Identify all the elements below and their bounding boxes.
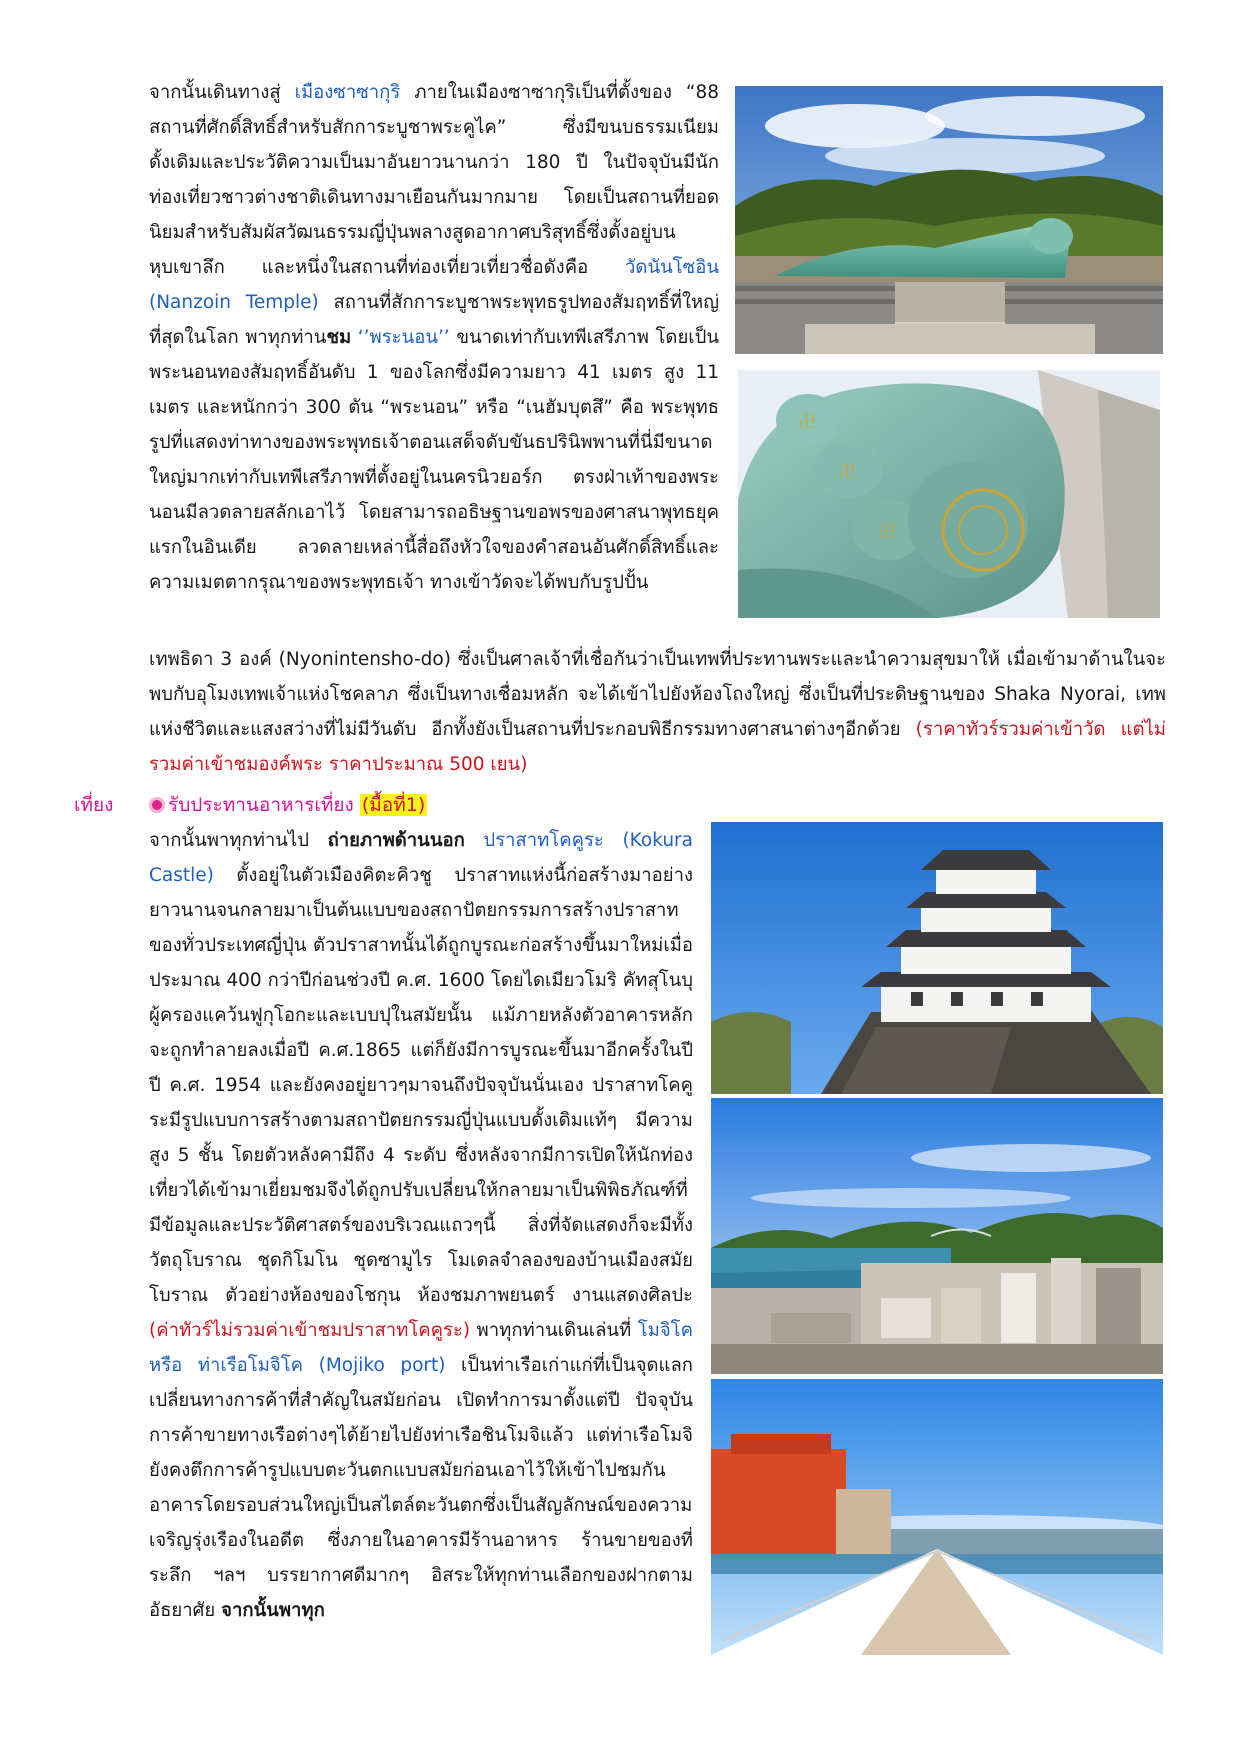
svg-text:卍: 卍	[798, 412, 816, 433]
see-emphasis: ชม	[326, 327, 352, 348]
nanzoin-paragraph	[149, 75, 719, 600]
kokura-castle-name: ปราสาทโคคูระ (Kokura Castle)	[149, 830, 693, 886]
svg-text:卍: 卍	[838, 462, 856, 483]
text-run: ขนาดเท่ากับเทพีเสรีภาพ โดยเป็นพระนอนทองสัมฤทธิ์อันดับ 1 ของโลกซึ่งมีความยาว 41 เมตร สูง 11 เมตร และหนักกว่า 300 ตัน “พระนอน” หรือ “เนฮัมบุตสึ” คือ พระพุทธรูปที่แสดงท่าทางของพระพุทธเจ้าตอนเสด็จดับขันธปรินิพพานที่นี่มีขนาดใหญ่มากเท่ากับเทพีเสรีภาพที่ตั้งอยู่ในนครนิวยอร์ก ตรงฝ่าเท้าของพระนอนมีลวดลายสลักเอาไว้ โดยสามารถอธิษฐานขอพรของศาสนาพุทธยุคแรกในอินเดีย ลวดลายเหล่านี้สื่อถึงหัวใจของคำสอนอันศักดิ์สิทธิ์และความเมตตากรุณาของพระพุทธเจ้า ทางเข้าวัดจะได้พบกับรูปปั้น	[149, 327, 719, 593]
lunch-line	[149, 788, 427, 823]
meal-number-badge: (มื้อที่1)	[361, 794, 426, 816]
mojiko-port-name: โมจิโค หรือ ท่าเรือโมจิโค (Mojiko port)	[149, 1320, 693, 1376]
nanzoin-paragraph-continued	[149, 642, 1166, 782]
photo-emphasis: ถ่ายภาพด้านนอก	[327, 830, 465, 851]
kokura-castle-photo	[711, 822, 1163, 1094]
mojiko-pier-photo	[711, 1379, 1163, 1655]
mojiko-harbor-aerial-photo	[711, 1098, 1163, 1374]
svg-text:卍: 卍	[878, 522, 896, 543]
continue-emphasis: จากนั้นพาทุก	[221, 1600, 325, 1621]
reclining-buddha-name: ‘’พระนอน’’	[351, 327, 450, 348]
nanzoin-temple-name: วัดนันโซอิน (Nanzoin Temple)	[149, 257, 719, 313]
buddha-feet-photo	[738, 370, 1160, 618]
castle-price-note: (ค่าทัวร์ไม่รวมค่าเข้าชมปราสาทโคคูระ)	[149, 1320, 471, 1341]
text-run: พาทุกท่านเดินเล่นที่	[470, 1320, 638, 1341]
reclining-buddha-photo	[735, 86, 1163, 354]
temple-price-note: (ราคาทัวร์รวมค่าเข้าวัด แต่ไม่รวมค่าเข้าชมองค์พระ ราคาประมาณ 500 เยน)	[149, 719, 1167, 775]
text-run: ตั้งอยู่ในตัวเมืองคิตะคิวชู ปราสาทแห่งนี้ก่อสร้างมาอย่างยาวนานจนกลายมาเป็นต้นแบบของสถาปัตยกรรมการสร้างปราสาทของทั่วประเทศญี่ปุ่น ตัวปราสาทนั้นได้ถูกบูรณะก่อสร้างขึ้นมาใหม่เมื่อประมาณ 400 กว่าปีก่อนช่วงปี ค.ศ. 1600 โดยไดเมียวโมริ คัทสุโนบุ ผู้ครองแคว้นฟูกุโอกะและเบบปุในสมัยนั้น แม้ภายหลังตัวอาคารหลักจะถูกทำลายลงเมื่อปี ค.ศ.1865 แต่ก็ยังมีการบูรณะขึ้นมาอีกครั้งในปี ปี ค.ศ. 1954 และยังคงอยู่ยาวๆมาจนถึงปัจจุบันนั่นเอง ปราสาทโคคูระมีรูปแบบการสร้างตามสถาปัตยกรรมญี่ปุ่นแบบดั้งเดิมแท้ๆ มีความสูง 5 ชั้น โดยตัวหลังคามีถึง 4 ระดับ ซึ่งหลังจากมีการเปิดให้นักท่องเที่ยวได้เข้ามาเยี่ยมชมจึงได้ถูกปรับเปลี่ยนให้กลายมาเป็นพิพิธภัณฑ์ที่มีข้อมูลและประวัติศาสตร์ของบริเวณแถวๆนี้ สิ่งที่จัดแสดงก็จะมีทั้งวัตถุโบราณ ชุดกิโมโน ชุดซามูไร โมเดลจำลองของบ้านเมืองสมัยโบราณ ตัวอย่างห้องของโชกุน ห้องชมภาพยนตร์ งานแสดงศิลปะ	[149, 865, 693, 1306]
text-run: จากนั้นเดินทางสู่	[149, 82, 295, 103]
lunch-text: รับประทานอาหารเที่ยง	[168, 794, 354, 816]
text-run: จากนั้นพาทุกท่านไป	[149, 830, 328, 851]
meal-icon	[149, 797, 165, 813]
text-run: เทพธิดา 3 องค์ (Nyonintensho-do) ซึ่งเป็นศาลเจ้าที่เชื่อกันว่าเป็นเทพที่ประทานพระและนำความสุขมาให้ เมื่อเข้ามาด้านในจะพบกับอุโมงเทพเจ้าแห่งโชคลาภ ซึ่งเป็นทางเชื่อมหลัก จะได้เข้าไปยังห้องโถงใหญ่ ซึ่งเป็นที่ประดิษฐานของ Shaka Nyorai, เทพแห่งชีวิตและแสงสว่างที่ไม่มีวันดับ อีกทั้งยังเป็นสถานที่ประกอบพิธีกรรมทางศาสนาต่างๆอีกด้วย	[149, 649, 1166, 740]
text-run: ภายในเมืองซาซากุริเป็นที่ตั้งของ “88 สถานที่ศักดิ์สิทธิ์สำหรับสักการะบูชาพระคูไค” ซึ่งมีขนบธรรมเนียมดั้งเดิมและประวัติความเป็นมาอันยาวนานกว่า 180 ปี ในปัจจุบันมีนักท่องเที่ยวชาวต่างชาติเดินทางมาเยือนกันมากมาย โดยเป็นสถานที่ยอดนิยมสำหรับสัมผัสวัฒนธรรมญี่ปุ่นพลางสูดอากาศบริสุทธิ์ซึ่งตั้งอยู่บนหุบเขาลึก และหนึ่งในสถานที่ท่องเที่ยวเที่ยวชื่อดังคือ	[149, 82, 719, 278]
text-run: สถานที่สักการะบูชาพระพุทธรูปทองสัมฤทธิ์ที่ใหญ่ที่สุดในโลก พาทุกท่าน	[149, 292, 719, 348]
time-label-noon: เที่ยง	[74, 794, 114, 816]
sasaguri-city-link: เมืองซาซากุริ	[294, 82, 401, 103]
text-run: เป็นท่าเรือเก่าแก่ที่เป็นจุดแลกเปลี่ยนทางการค้าที่สำคัญในสมัยก่อน เปิดทำการมาตั้งแต่ปี ปัจจุบันการค้าขายทางเรือต่างๆได้ย้ายไปยังท่าเรือชินโมจิแล้ว แต่ท่าเรือโมจิ ยังคงตึกการค้ารูปแบบตะวันตกแบบสมัยก่อนเอาไว้ให้เข้าไปชมกัน อาคารโดยรอบส่วนใหญ่เป็นสไตล์ตะวันตกซึ่งเป็นสัญลักษณ์ของความเจริญรุ่งเรืองในอดีต ซึ่งภายในอาคารมีร้านอาหาร ร้านขายของที่ระลึก ฯลฯ บรรยากาศดีมากๆ อิสระให้ทุกท่านเลือกของฝากตามอัธยาศัย	[149, 1355, 693, 1621]
kokura-mojiko-paragraph	[149, 823, 693, 1628]
